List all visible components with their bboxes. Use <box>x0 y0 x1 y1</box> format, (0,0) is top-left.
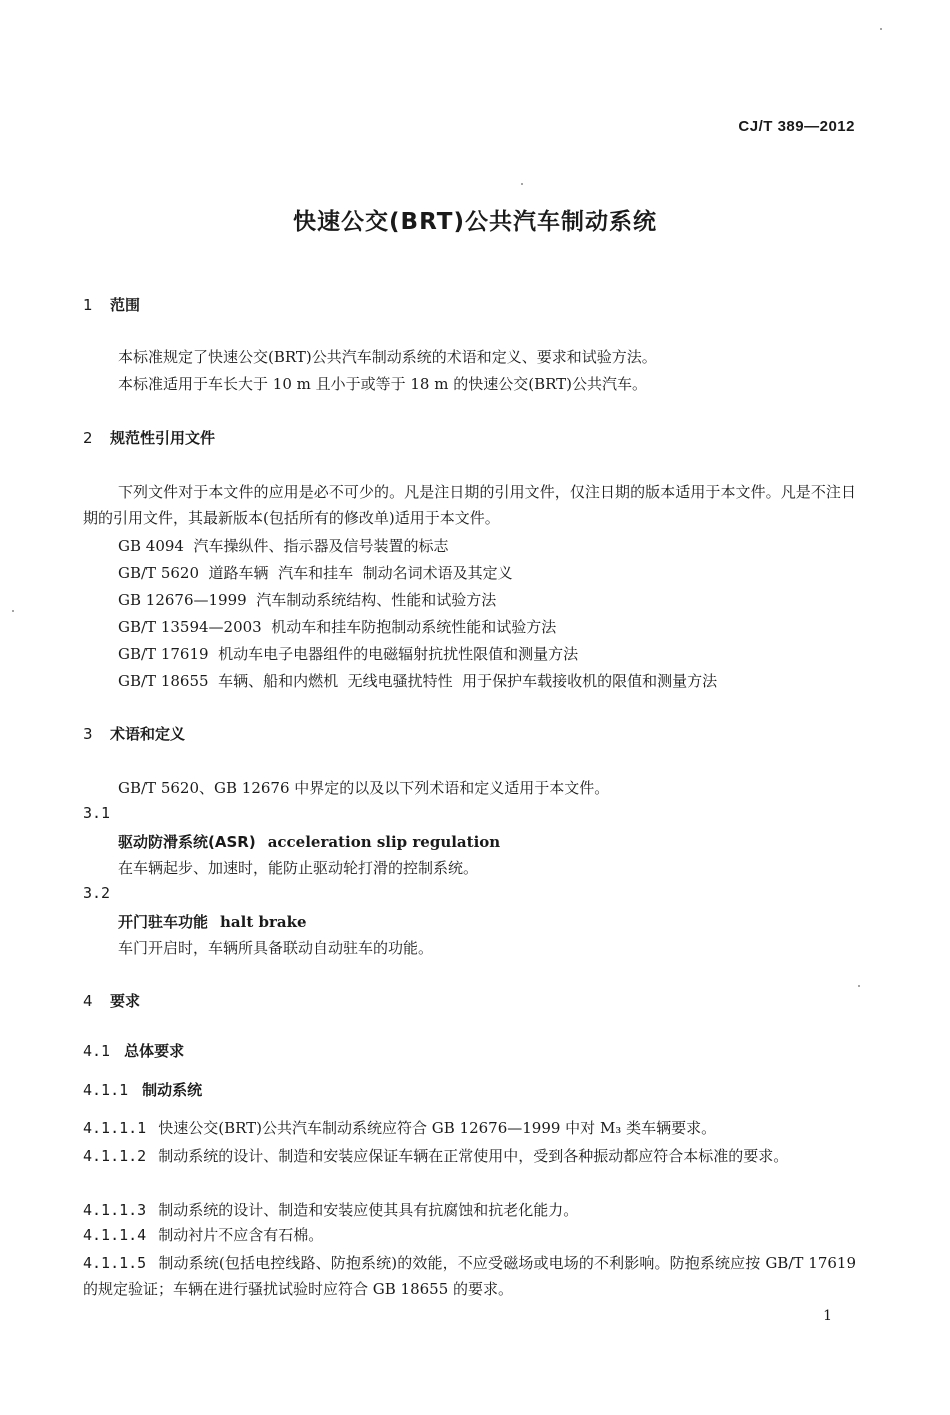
section-4-heading <box>83 990 140 1011</box>
term-english: acceleration slip regulation <box>267 833 501 851</box>
clause-text: 制动系统(包括电控线路、防抱系统)的效能，不应受磁场或电场的不利影响。防抱系统应按 GB/T 17619 的规定验证；车辆在进行骚扰试验时应符合 GB 18655 的要求。 <box>83 1254 856 1298</box>
term-english: halt brake <box>220 913 307 931</box>
term-number: 3.1 <box>83 804 111 822</box>
subsection-title: 制动系统 <box>142 1081 203 1099</box>
section-title: 要求 <box>110 992 141 1010</box>
page-number: 1 <box>823 1308 832 1324</box>
clause-text: 制动衬片不应含有石棉。 <box>158 1226 324 1244</box>
document-title: 快速公交(BRT)公共汽车制动系统 <box>293 209 657 235</box>
clause <box>83 1250 856 1302</box>
clause <box>83 1115 856 1141</box>
scan-speck <box>521 183 523 185</box>
clause-number: 4.1.1.2 <box>83 1147 147 1165</box>
subsection-4-1-heading <box>83 1040 184 1061</box>
standard-code: CJ/T 389—2012 <box>738 118 855 135</box>
section-title: 规范性引用文件 <box>110 429 216 447</box>
term-definition: 在车辆起步、加速时，能防止驱动轮打滑的控制系统。 <box>118 859 479 877</box>
section-number: 4 <box>83 992 93 1010</box>
clause <box>83 1197 856 1223</box>
term-chinese: 驱动防滑系统(ASR) <box>118 833 256 851</box>
clause-number: 4.1.1.3 <box>83 1201 147 1219</box>
section-title: 范围 <box>110 296 141 314</box>
subsection-title: 总体要求 <box>124 1042 185 1060</box>
term-definition: 车门开启时，车辆所具备联动自动驻车的功能。 <box>118 939 434 957</box>
term-heading <box>118 831 500 852</box>
clause <box>83 1222 856 1248</box>
section-number: 1 <box>83 296 93 314</box>
reference-item: GB 4094 汽车操纵件、指示器及信号装置的标志 <box>118 537 449 555</box>
clause-text: 制动系统的设计、制造和安装应使其具有抗腐蚀和抗老化能力。 <box>158 1201 579 1219</box>
subsection-number: 4.1 <box>83 1042 111 1060</box>
clause-number: 4.1.1.1 <box>83 1119 147 1137</box>
clause-number: 4.1.1.5 <box>83 1254 147 1272</box>
section-number: 3 <box>83 725 93 743</box>
scope-paragraph-1: 本标准规定了快速公交(BRT)公共汽车制动系统的术语和定义、要求和试验方法。 <box>118 348 657 366</box>
reference-item: GB/T 13594—2003 机动车和挂车防抱制动系统性能和试验方法 <box>118 618 557 636</box>
clause <box>83 1143 856 1169</box>
subsection-4-1-1-heading <box>83 1079 202 1100</box>
reference-item: GB/T 18655 车辆、船和内燃机 无线电骚扰特性 用于保护车载接收机的限值和测量方法 <box>118 672 718 690</box>
scan-speck <box>880 28 882 30</box>
terms-intro: GB/T 5620、GB 12676 中界定的以及以下列术语和定义适用于本文件。 <box>118 779 610 797</box>
clause-number: 4.1.1.4 <box>83 1226 147 1244</box>
term-chinese: 开门驻车功能 <box>118 913 209 931</box>
subsection-number: 4.1.1 <box>83 1081 129 1099</box>
section-title: 术语和定义 <box>110 725 186 743</box>
clause-text: 快速公交(BRT)公共汽车制动系统应符合 GB 12676—1999 中对 M₃ 类车辆要求。 <box>158 1119 717 1137</box>
reference-item: GB/T 5620 道路车辆 汽车和挂车 制动名词术语及其定义 <box>118 564 513 582</box>
term-number: 3.2 <box>83 884 111 902</box>
scope-paragraph-2: 本标准适用于车长大于 10 m 且小于或等于 18 m 的快速公交(BRT)公共汽车。 <box>118 375 647 393</box>
scan-speck <box>858 985 860 987</box>
reference-item: GB 12676—1999 汽车制动系统结构、性能和试验方法 <box>118 591 497 609</box>
section-1-heading <box>83 294 140 315</box>
section-2-heading <box>83 427 215 448</box>
reference-item: GB/T 17619 机动车电子电器组件的电磁辐射抗扰性限值和测量方法 <box>118 645 579 663</box>
section-number: 2 <box>83 429 93 447</box>
term-heading <box>118 911 307 932</box>
normative-references-intro: 下列文件对于本文件的应用是必不可少的。凡是注日期的引用文件，仅注日期的版本适用于本文件。凡是不注日期的引用文件，其最新版本(包括所有的修改单)适用于本文件。 <box>83 483 856 527</box>
clause-text: 制动系统的设计、制造和安装应保证车辆在正常使用中，受到各种振动都应符合本标准的要求。 <box>158 1147 789 1165</box>
section-3-heading <box>83 723 185 744</box>
scan-speck <box>12 610 14 612</box>
